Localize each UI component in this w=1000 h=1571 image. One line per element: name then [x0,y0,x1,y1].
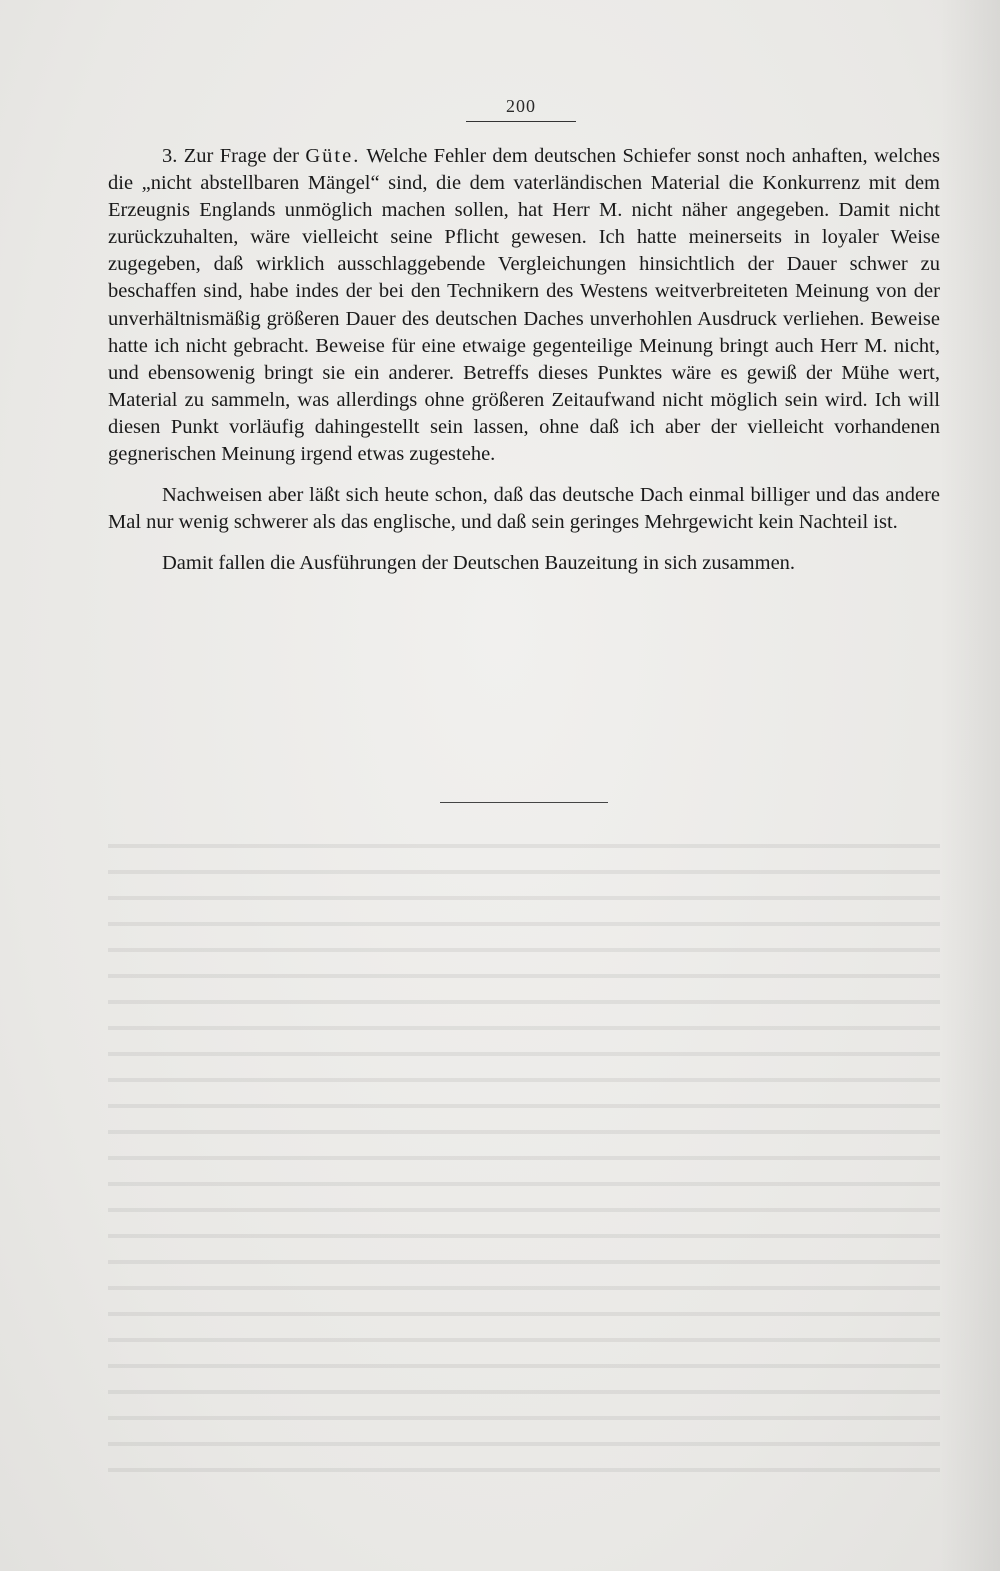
body-text [108,143,940,577]
page-number: 200 [506,96,536,116]
section-heading-word: Güte. [305,145,361,167]
paragraph-1 [108,143,940,468]
show-through-texture [108,832,940,1472]
page-number-rule [466,121,576,122]
section-end-rule [440,802,608,803]
paragraph-2: Nachweisen aber läßt sich heute schon, daß das deutsche Dach einmal billiger und das andere Mal nur wenig schwerer als das englische, und daß sein geringes Mehrgewicht kein Nachteil ist. [108,484,940,534]
page-edge-shadow [940,0,1000,1571]
paragraph-1-text: Welche Fehler dem deutschen Schiefer sonst noch anhaften, welches die „nicht abstellbaren Mängel“ sind, die dem vaterländischen Material die Konkurrenz mit dem Erzeugnis Englands unmöglich machen sollen, hat Herr M. nicht näher angegeben. Damit nicht zurückzuhalten, wäre vielleicht seine Pflicht gewesen. Ich hatte meinerseits in loyaler Weise zugegeben, daß wirklich ausschlaggebende Vergleichungen hinsichtlich der Dauer schwer zu beschaffen sind, habe indes der bei den Technikern des Westens weitverbreiteten Meinung von der unverhältnismäßig größeren Dauer des deutschen Daches unverhohlen Ausdruck verliehen. Beweise hatte ich nicht gebracht. Beweise für eine etwaige gegenteilige Meinung bringt auch Herr M. nicht, und ebensowenig bringt sie ein anderer. Betreffs dieses Punktes wäre es gewiß der Mühe wert, Material zu sammeln, was allerdings ohne größeren Zeitaufwand nicht möglich sein wird. Ich will diesen Punkt vorläufig dahingestellt sein lassen, ohne daß ich aber der vielleicht vorhandenen gegnerischen Meinung irgend etwas zugestehe. [108,145,941,466]
section-heading-prefix: 3. Zur Frage der [162,145,306,167]
paragraph-3: Damit fallen die Ausführungen der Deutschen Bauzeitung in sich zusammen. [162,552,796,575]
